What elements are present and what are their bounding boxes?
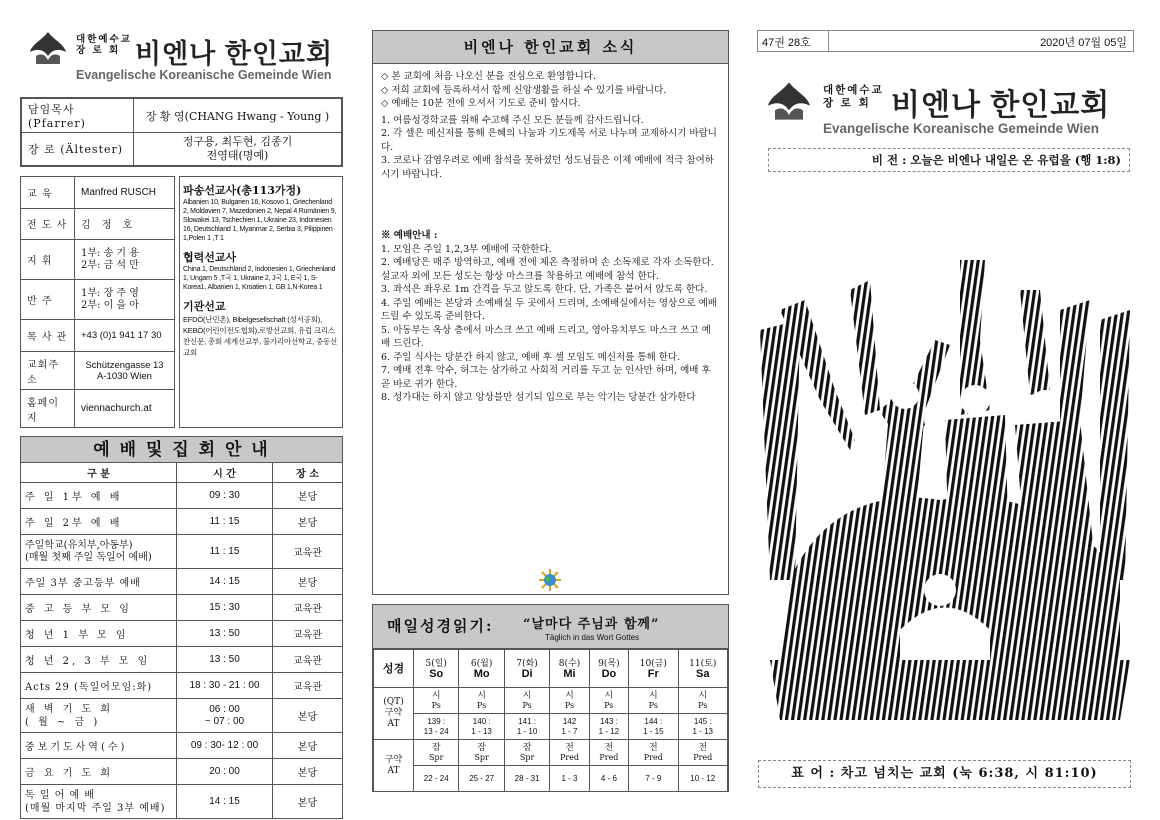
- info-value: Schützengasse 13 A-1030 Wien: [75, 352, 175, 390]
- time-cell: 15 : 30: [177, 595, 273, 621]
- welcome-line: ◇ 본 교회에 처음 나오신 분을 진심으로 환영합니다.: [381, 71, 597, 82]
- ot-ref: 1 - 3: [550, 766, 589, 792]
- elder-label: 장 로 (Ältester): [22, 133, 134, 166]
- qt-book: 시 Ps: [414, 688, 459, 714]
- denomination: [823, 84, 884, 110]
- info-label: 목 사 관: [21, 320, 75, 352]
- info-value: 1부: 장 주 영 2부: 이 을 아: [75, 280, 175, 320]
- church-name: 비엔나 한인교회: [891, 89, 1111, 122]
- day-header: 6(월) Mo: [459, 650, 504, 688]
- guide-title: ※ 예배안내 :: [381, 230, 438, 241]
- denomination-line1: 대한예수교: [76, 34, 132, 45]
- place-cell: 교육관: [273, 535, 343, 569]
- pastor-label: 담임목사(Pfarrer): [22, 99, 134, 133]
- qt-book: 시 Ps: [504, 688, 549, 714]
- place-cell: 교육관: [273, 647, 343, 673]
- ot-ref: 22 - 24: [414, 766, 459, 792]
- table-row: 청 년 2, 3 부 모 임: [21, 647, 177, 673]
- mission-panel: [179, 176, 343, 428]
- qt-ref: 142 1 - 7: [550, 714, 589, 740]
- globe-ornament-icon: [539, 569, 561, 591]
- church-name-de: Evangelische Koreanische Gemeinde Wien: [76, 68, 332, 82]
- table-row: 주 일 2부 예 배: [21, 509, 177, 535]
- qt-ref: 141 : 1 - 10: [504, 714, 549, 740]
- ot-book: 잠 Spr: [459, 740, 504, 766]
- info-value: viennachurch.at: [75, 390, 175, 428]
- ot-ref: 28 - 31: [504, 766, 549, 792]
- welcome-line: ◇ 저희 교회에 등록하셔서 함께 신앙생활을 하실 수 있기를 바랍니다.: [381, 84, 667, 96]
- qt-book: 시 Ps: [678, 688, 727, 714]
- news-box: [372, 30, 729, 595]
- reading-subtitle-de: Täglich in das Wort Gottes: [545, 633, 640, 642]
- table-row: 주일학교(유치부,아동부) (매월 첫째 주일 독일어 예배): [21, 535, 177, 569]
- qt-label: (QT) 구약 AT: [374, 688, 414, 740]
- church-name: 비엔나 한인교회: [135, 39, 334, 69]
- col-header-time: 시 간: [177, 463, 273, 483]
- reading-box: [372, 604, 729, 792]
- denomination: [76, 34, 132, 56]
- ot-ref: 25 - 27: [459, 766, 504, 792]
- motto-bar: [758, 760, 1131, 788]
- day-header: 10(금) Fr: [629, 650, 678, 688]
- ot-book: 전 Pred: [589, 740, 628, 766]
- time-cell: 09 : 30: [177, 483, 273, 509]
- coop-title: 협력선교사: [183, 251, 237, 264]
- place-cell: 교육관: [273, 621, 343, 647]
- guide-item: 2. 예배당은 매주 방역하고, 예배 전에 체온 측정하며 손 소독제로 각자 소독한다. 설교자 외에 모든 성도는 항상 마스크를 착용하고 예배에 참석 한다.: [381, 257, 714, 282]
- worship-box: [20, 436, 343, 814]
- day-header: 5(일) So: [414, 650, 459, 688]
- coop-text: China 1, Deutschland 2, Indonesien 1, Griechenland 1, Ungarn 5 ,T국 1, Ukraine 2, J국 1, E국 1, S-Korea1, Albanien 1, Kroatien 1, GB 1,N-Korea 1: [183, 266, 336, 291]
- issue-date: 2020년 07월 05일: [1040, 37, 1127, 49]
- info-label: 홈페이지: [21, 390, 75, 428]
- info-label: 전 도 사: [21, 208, 75, 240]
- day-header: 11(토) Sa: [678, 650, 727, 688]
- church-name-de: Evangelische Koreanische Gemeinde Wien: [823, 121, 1099, 136]
- place-cell: 본당: [273, 759, 343, 785]
- mission-title: 파송선교사(총113가정): [183, 184, 302, 197]
- pastor-value: 장 황 영(CHANG Hwang - Young ): [134, 99, 342, 133]
- ot-book: 전 Pred: [678, 740, 727, 766]
- news-item: 1. 여름성경학교를 위해 수고해 주신 모든 분들께 감사드립니다.: [381, 114, 644, 126]
- table-row: 금 요 기 도 회: [21, 759, 177, 785]
- denomination-line2: 장 로 회: [76, 45, 121, 56]
- day-header: 7(화) Di: [504, 650, 549, 688]
- col-header-place: 장 소: [273, 463, 343, 483]
- time-cell: 14 : 15: [177, 785, 273, 819]
- church-logo-icon: [765, 80, 813, 122]
- vision-bar: [768, 148, 1130, 172]
- guide-item: 6. 주일 식사는 당분간 하지 않고, 예배 후 셀 모임도 메신저를 통해 한다.: [381, 351, 681, 363]
- ot-book: 전 Pred: [550, 740, 589, 766]
- issue-bar: [757, 30, 1134, 52]
- reading-corner: 성경: [374, 650, 414, 688]
- rejoicing-people-illustration: [760, 250, 1135, 730]
- news-title: 비엔나 한인교회 소식: [373, 31, 728, 64]
- info-box: [20, 176, 343, 428]
- place-cell: 교육관: [273, 595, 343, 621]
- org-text: EFDÖ(난민촌), Bibelgesellschaft (성서공회), KEBÖ(어린이전도협회),로방선교회, 유럽 크리스찬신문, 총회 세계선교부, 불가리아선학교, 중동선교회: [183, 315, 338, 357]
- ot-book: 전 Pred: [629, 740, 678, 766]
- place-cell: 본당: [273, 509, 343, 535]
- table-row: 청 년 1 부 모 임: [21, 621, 177, 647]
- denomination-line1: 대한예수교: [823, 84, 884, 96]
- day-header: 8(수) Mi: [550, 650, 589, 688]
- left-header: [28, 26, 350, 86]
- guide-item: 8. 성가대는 하지 않고 앙상블만 섬기되 입으로 부는 악기는 당분간 삼가한다: [381, 392, 696, 403]
- guide-item: 4. 주일 예배는 본당과 소예배실 두 곳에서 드리며, 소예배실에서는 영상으로 예배드릴 수 있도록 준비한다.: [381, 297, 717, 322]
- guide-item: 3. 좌석은 좌우로 1m 간격을 두고 앉도록 한다. 단, 가족은 붙어서 앉도록 한다.: [381, 284, 708, 295]
- time-cell: 20 : 00: [177, 759, 273, 785]
- time-cell: 09 : 30- 12 : 00: [177, 733, 273, 759]
- qt-book: 시 Ps: [589, 688, 628, 714]
- qt-ref: 144 : 1 - 15: [629, 714, 678, 740]
- issue-number: 47권 28호: [762, 37, 811, 49]
- time-cell: 06 : 00 ~ 07 : 00: [177, 699, 273, 733]
- ot-book: 잠 Spr: [504, 740, 549, 766]
- qt-ref: 139 : 13 - 24: [414, 714, 459, 740]
- welcome-line: ◇ 예배는 10분 전에 오셔서 기도로 준비 합시다.: [381, 98, 581, 109]
- time-cell: 14 : 15: [177, 569, 273, 595]
- cover-header: [765, 74, 1135, 144]
- qt-book: 시 Ps: [459, 688, 504, 714]
- time-cell: 18 : 30 - 21 : 00: [177, 673, 273, 699]
- elder-value: 정구용, 최두현, 김종기 전영태(명예): [134, 133, 342, 166]
- place-cell: 본당: [273, 785, 343, 819]
- worship-title: 예 배 및 집 회 안 내: [20, 436, 343, 462]
- info-value: 1부: 송 기 용 2부: 금 석 만: [75, 240, 175, 280]
- motto-text: 표 어 : 차고 넘치는 교회 (눅 6:38, 시 81:10): [791, 766, 1098, 781]
- ot-ref: 7 - 9: [629, 766, 678, 792]
- day-header: 9(목) Do: [589, 650, 628, 688]
- time-cell: 11 : 15: [177, 509, 273, 535]
- reading-subtitle: “날마다 주님과 함께”: [523, 617, 660, 632]
- qt-ref: 143 : 1 - 12: [589, 714, 628, 740]
- col-header-name: 구 분: [21, 463, 177, 483]
- guide-item: 7. 예배 전후 악수, 허그는 삼가하고 사회적 거리를 두고 눈 인사만 하며, 예배 후 곧 바로 귀가 한다.: [381, 365, 711, 390]
- news-item: 3. 코로나 감염우려로 예배 참석을 못하셨던 성도님들은 이제 예배에 적극 참여하시기 바랍니다.: [381, 155, 714, 180]
- time-cell: 13 : 50: [177, 621, 273, 647]
- qt-book: 시 Ps: [550, 688, 589, 714]
- org-title: 기관선교: [183, 300, 226, 313]
- table-row: 주일 3부 중고등부 예배: [21, 569, 177, 595]
- place-cell: 본당: [273, 483, 343, 509]
- guide-item: 1. 모임은 주일 1,2,3부 예배에 국한한다.: [381, 243, 552, 255]
- ot-book: 잠 Spr: [414, 740, 459, 766]
- time-cell: 13 : 50: [177, 647, 273, 673]
- qt-book: 시 Ps: [629, 688, 678, 714]
- staff-box: [20, 97, 343, 167]
- time-cell: 11 : 15: [177, 535, 273, 569]
- table-row: 새 벽 기 도 회 ( 월 ~ 금 ): [21, 699, 177, 733]
- qt-ref: 145 : 1 - 13: [678, 714, 727, 740]
- table-row: 중 고 등 부 모 임: [21, 595, 177, 621]
- table-row: 중보기도사역(수): [21, 733, 177, 759]
- table-row: 독 일 어 예 배 (매월 마지막 주일 3부 예배): [21, 785, 177, 819]
- ot-ref: 10 - 12: [678, 766, 727, 792]
- place-cell: 본당: [273, 699, 343, 733]
- guide-item: 5. 아동부는 옥상 층에서 마스크 쓰고 예배 드리고, 영아유치부도 마스크 쓰고 예배 드린다.: [381, 324, 711, 349]
- info-value: +43 (0)1 941 17 30: [75, 320, 175, 352]
- denomination-line2: 장 로 회: [823, 97, 871, 109]
- ot-ref: 4 - 6: [589, 766, 628, 792]
- qt-ref: 140 : 1 - 13: [459, 714, 504, 740]
- church-logo-icon: [28, 30, 68, 66]
- info-label: 반 주: [21, 280, 75, 320]
- table-row: Acts 29 (독일어모임:화): [21, 673, 177, 699]
- vision-text: 비 전 : 오늘은 비엔나 내일은 온 유럽을 (행 1:8): [871, 153, 1121, 167]
- news-item: 2. 각 셀은 메신저를 통해 은혜의 나눔과 기도제목 서로 나누며 교제하시기 바랍니다.: [381, 128, 717, 153]
- place-cell: 본당: [273, 733, 343, 759]
- mission-text: Albanien 10, Bulgarien 16, Kosovo 1, Griechenland 2, Moldavien 7, Mazedonien 2, Nepal 4 Rumänien 9, Slowakei 13, Tschechien 1, Ukraine 23, Indonesien 16, Deutschland 1, Myanmar 2, Serbia 3, Pilippinen 1,Polen 1 ,T 1: [183, 199, 337, 242]
- info-label: 교회주소: [21, 352, 75, 390]
- ot-label: 구약 AT: [374, 740, 414, 792]
- reading-title: 매일성경읽기:: [387, 617, 494, 635]
- info-label: 지 휘: [21, 240, 75, 280]
- info-label: 교 육: [21, 177, 75, 209]
- info-value: Manfred RUSCH: [75, 177, 175, 209]
- info-value: 김 정 호: [75, 208, 175, 240]
- place-cell: 본당: [273, 569, 343, 595]
- table-row: 주 일 1부 예 배: [21, 483, 177, 509]
- place-cell: 교육관: [273, 673, 343, 699]
